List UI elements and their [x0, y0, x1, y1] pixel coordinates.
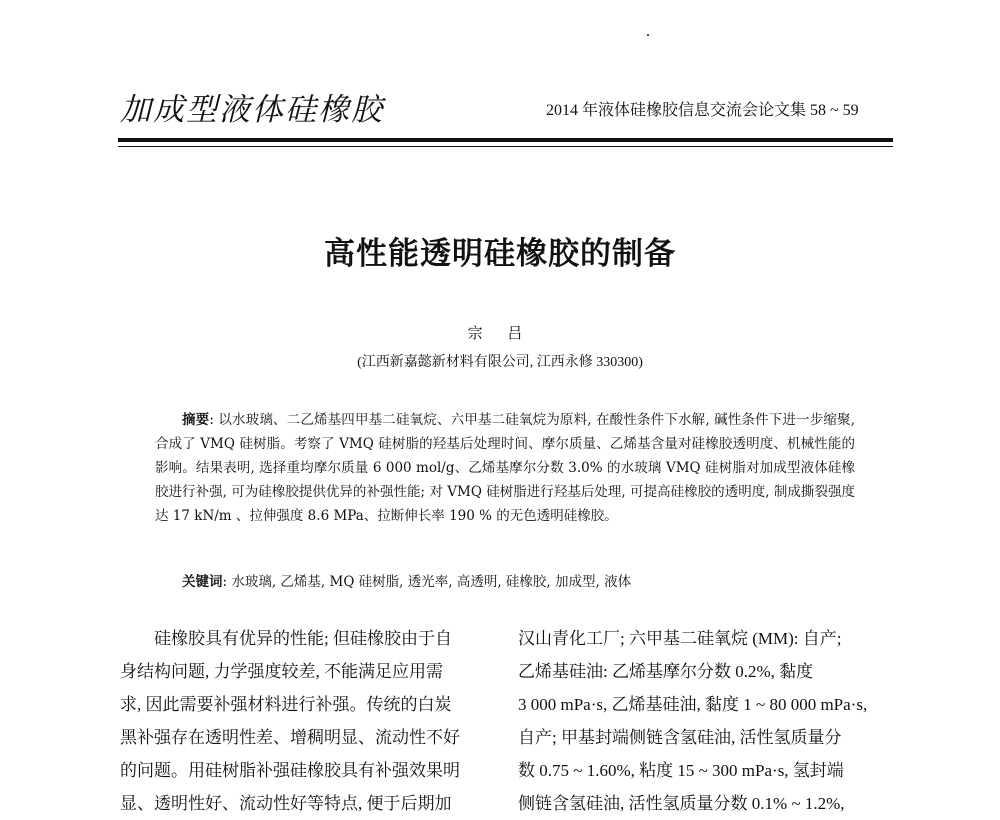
keywords: [155, 570, 855, 594]
body-line: 数 0.75 ~ 1.60%, 粘度 15 ~ 300 mPa·s, 氢封端: [518, 761, 844, 780]
header-rule-thick: [118, 138, 893, 142]
body-line: 硅橡胶具有优异的性能; 但硅橡胶由于自: [154, 629, 452, 648]
keywords-label: 关键词: [182, 574, 223, 590]
body-line: 黑补强存在透明性差、增稠明显、流动性不好: [120, 728, 460, 747]
body-line: 侧链含氢硅油, 活性氢质量分数 0.1% ~ 1.2%,: [518, 794, 845, 813]
body-line: 乙烯基硅油: 乙烯基摩尔分数 0.2%, 黏度: [518, 662, 814, 681]
author-affiliation: (江西新嘉懿新材料有限公司, 江西永修 330300): [357, 355, 643, 370]
body-line: 自产; 甲基封端侧链含氢硅油, 活性氢质量分: [518, 728, 842, 747]
body-line: 的问题。用硅树脂补强硅橡胶具有补强效果明: [120, 761, 460, 780]
header-rule-thin: [118, 146, 893, 147]
body-column-left: [120, 622, 492, 820]
body-line: 3 000 mPa·s, 乙烯基硅油, 黏度 1 ~ 80 000 mPa·s,: [518, 695, 868, 714]
keywords-text: : 水玻璃, 乙烯基, MQ 硅树脂, 透光率, 高透明, 硅橡胶, 加成型, 液体: [222, 574, 632, 590]
body-line: 显、透明性好、流动性好等特点, 便于后期加: [120, 794, 452, 813]
proceedings-reference: 2014 年液体硅橡胶信息交流会论文集 58 ~ 59: [546, 102, 859, 119]
scan-speck: [647, 34, 649, 36]
body-line: 汉山青化工厂; 六甲基二硅氧烷 (MM): 自产;: [518, 629, 842, 648]
paper-title: 高性能透明硅橡胶的制备: [324, 236, 676, 272]
body-column-right: [518, 622, 890, 820]
abstract-text: : 以水玻璃、二乙烯基四甲基二硅氧烷、六甲基二硅氧烷为原料, 在酸性条件下水解, 碱性条件下进一步缩聚, 合成了 VMQ 硅树脂。考察了 VMQ 硅树脂的羟基后处理时间、摩尔质量、乙烯基含量对硅橡胶透明度、机械性能的影响。结果表明, 选择重均摩尔质量 6 000 mol/g、乙烯基摩尔分数 3.0% 的水玻璃 VMQ 硅树脂对加成型液体硅橡胶进行补强, 可为硅橡胶提供优异的补强性能; 对 VMQ 硅树脂进行羟基后处理, 可提高硅橡胶的透明度, 制成撕裂强度达 17 kN/m 、拉伸强度 8.6 MPa、拉断伸长率 190 % 的无色透明硅橡胶。: [155, 412, 855, 524]
abstract-label: 摘要: [182, 412, 210, 428]
author-name: 宗 吕: [467, 324, 533, 342]
body-line: 求, 因此需要补强材料进行补强。传统的白炭: [120, 695, 452, 714]
abstract: [155, 408, 855, 528]
body-line: 身结构问题, 力学强度较差, 不能满足应用需: [120, 662, 443, 681]
journal-section-title: 加成型液体硅橡胶: [120, 92, 384, 128]
